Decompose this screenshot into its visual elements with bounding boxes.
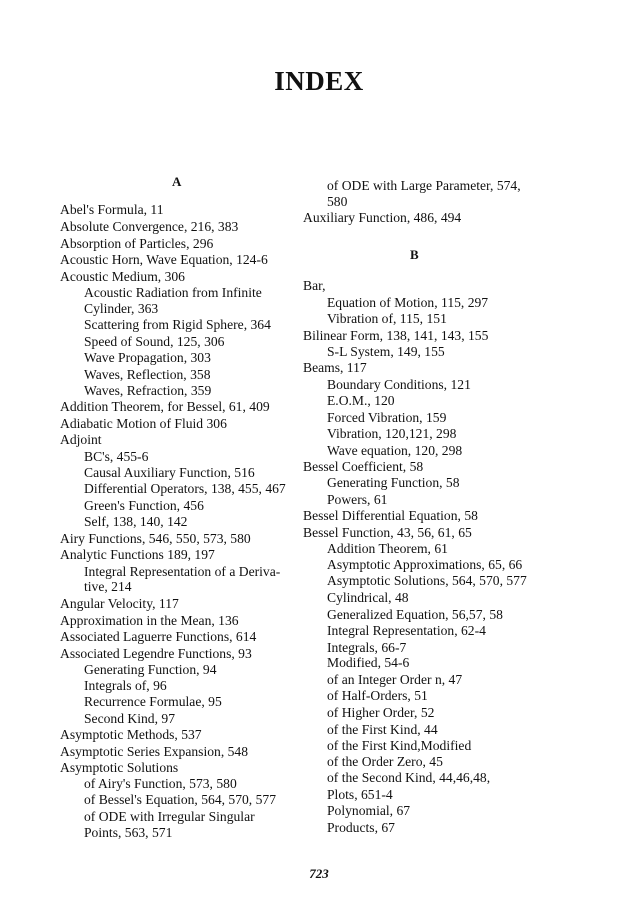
index-subentry: of ODE with Large Parameter, 574, (327, 178, 521, 193)
index-subentry: Waves, Refraction, 359 (84, 383, 212, 398)
index-subentry: Wave equation, 120, 298 (327, 443, 463, 458)
index-subentry: of the First Kind, 44 (327, 722, 438, 737)
index-entry: Acoustic Horn, Wave Equation, 124-6 (60, 252, 268, 267)
index-subentry: Asymptotic Solutions, 564, 570, 577 (327, 573, 527, 588)
index-subentry: Scattering from Rigid Sphere, 364 (84, 317, 271, 332)
index-subentry: S-L System, 149, 155 (327, 344, 445, 359)
index-subentry: tive, 214 (84, 579, 132, 594)
index-subentry: Integrals of, 96 (84, 678, 167, 693)
index-subentry: Speed of Sound, 125, 306 (84, 334, 225, 349)
index-entry: Beams, 117 (303, 360, 367, 375)
index-subentry: of the First Kind,Modified (327, 738, 472, 753)
index-subentry: Wave Propagation, 303 (84, 350, 211, 365)
index-entry: Airy Functions, 546, 550, 573, 580 (60, 531, 251, 546)
index-subentry: Differential Operators, 138, 455, 467 (84, 481, 286, 496)
index-subentry: Boundary Conditions, 121 (327, 377, 471, 392)
index-subentry: Products, 67 (327, 820, 395, 835)
index-subentry: of Higher Order, 52 (327, 705, 435, 720)
index-entry: Bessel Coefficient, 58 (303, 459, 424, 474)
index-subentry: Generating Function, 94 (84, 662, 217, 677)
index-subentry: Points, 563, 571 (84, 825, 173, 840)
index-entry: Associated Laguerre Functions, 614 (60, 629, 257, 644)
index-entry: Bessel Function, 43, 56, 61, 65 (303, 525, 472, 540)
index-subentry: Polynomial, 67 (327, 803, 411, 818)
index-entry: Bilinear Form, 138, 141, 143, 155 (303, 328, 489, 343)
index-subentry: E.O.M., 120 (327, 393, 395, 408)
index-subentry: of Bessel's Equation, 564, 570, 577 (84, 792, 276, 807)
index-subentry: of Airy's Function, 573, 580 (84, 776, 237, 791)
index-subentry: Self, 138, 140, 142 (84, 514, 188, 529)
index-entry: Abel's Formula, 11 (60, 202, 164, 217)
index-entry: Analytic Functions 189, 197 (60, 547, 215, 562)
index-subentry: Integral Representation, 62-4 (327, 623, 486, 638)
index-subentry: Waves, Reflection, 358 (84, 367, 211, 382)
index-entry: Bar, (303, 278, 326, 293)
index-entry: Addition Theorem, for Bessel, 61, 409 (60, 399, 270, 414)
index-subentry: Recurrence Formulae, 95 (84, 694, 222, 709)
index-subentry: Plots, 651-4 (327, 787, 393, 802)
index-subentry: Equation of Motion, 115, 297 (327, 295, 489, 310)
index-entry: Adjoint (60, 432, 102, 447)
index-subentry: of an Integer Order n, 47 (327, 672, 463, 687)
index-subentry: Acoustic Radiation from Infinite (84, 285, 262, 300)
index-entry: Auxiliary Function, 486, 494 (303, 210, 462, 225)
index-entry: Adiabatic Motion of Fluid 306 (60, 416, 227, 431)
index-subentry: BC's, 455-6 (84, 449, 149, 464)
index-subentry: Second Kind, 97 (84, 711, 175, 726)
index-subentry: Generating Function, 58 (327, 475, 460, 490)
page-number: 723 (309, 866, 329, 881)
index-entry: Bessel Differential Equation, 58 (303, 508, 478, 523)
index-subentry: Addition Theorem, 61 (327, 541, 448, 556)
index-subentry: 580 (327, 194, 348, 209)
index-subentry: of ODE with Irregular Singular (84, 809, 255, 824)
index-section-letter: A (172, 174, 182, 189)
index-subentry: of Half-Orders, 51 (327, 688, 428, 703)
index-entry: Absorption of Particles, 296 (60, 236, 214, 251)
index-subentry: of the Second Kind, 44,46,48, (327, 770, 491, 785)
index-entry: Asymptotic Methods, 537 (60, 727, 202, 742)
index-subentry: Cylinder, 363 (84, 301, 159, 316)
index-section-letter: B (410, 247, 419, 262)
index-subentry: Causal Auxiliary Function, 516 (84, 465, 255, 480)
index-entry: Acoustic Medium, 306 (60, 269, 185, 284)
index-subentry: Forced Vibration, 159 (327, 410, 447, 425)
index-entry: Asymptotic Solutions (60, 760, 179, 775)
index-subentry: Integrals, 66-7 (327, 640, 407, 655)
index-subentry: Modified, 54-6 (327, 655, 410, 670)
index-subentry: Cylindrical, 48 (327, 590, 409, 605)
index-subentry: Generalized Equation, 56,57, 58 (327, 607, 503, 622)
page-title: INDEX (274, 66, 364, 96)
index-entry: Associated Legendre Functions, 93 (60, 646, 252, 661)
index-entry: Absolute Convergence, 216, 383 (60, 219, 239, 234)
index-subentry: Green's Function, 456 (84, 498, 204, 513)
index-entry: Approximation in the Mean, 136 (60, 613, 239, 628)
index-subentry: of the Order Zero, 45 (327, 754, 443, 769)
index-subentry: Integral Representation of a Deriva- (84, 564, 281, 579)
index-subentry: Powers, 61 (327, 492, 388, 507)
index-subentry: Vibration of, 115, 151 (327, 311, 447, 326)
index-subentry: Asymptotic Approximations, 65, 66 (327, 557, 523, 572)
index-entry: Asymptotic Series Expansion, 548 (60, 744, 249, 759)
index-entry: Angular Velocity, 117 (60, 596, 179, 611)
index-subentry: Vibration, 120,121, 298 (327, 426, 457, 441)
